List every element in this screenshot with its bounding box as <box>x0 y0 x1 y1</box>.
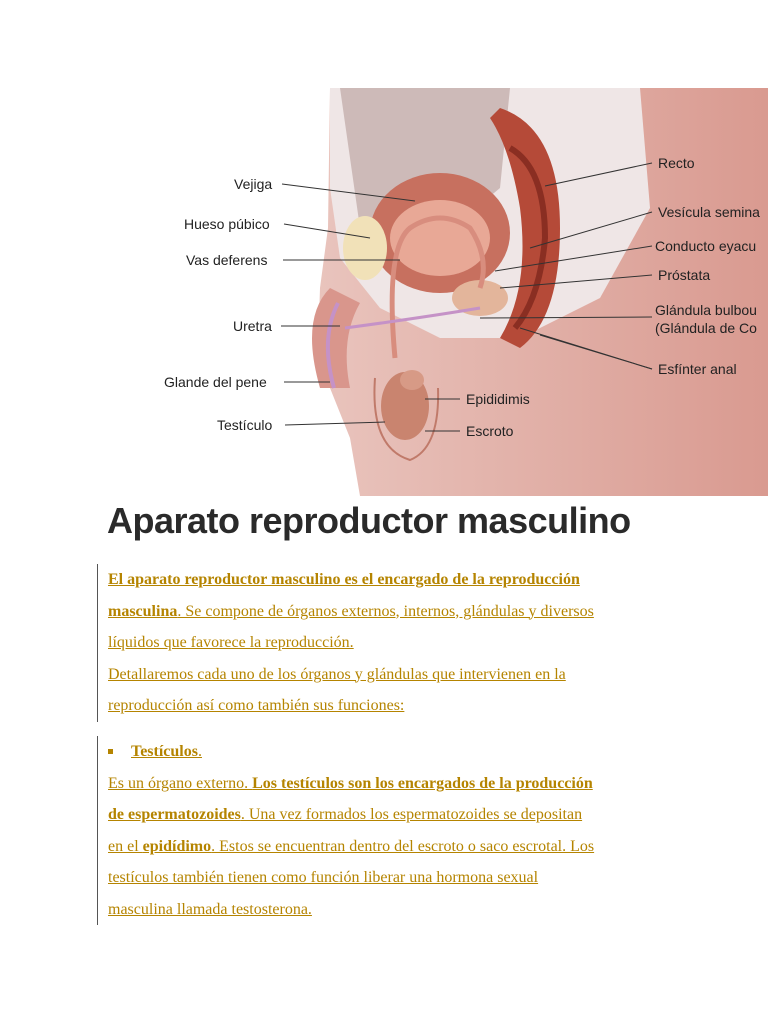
p3-text-a: en el <box>108 837 143 855</box>
intro-line-3[interactable]: líquidos que favorece la reproducción. <box>108 634 354 651</box>
label-glande: Glande del pene <box>164 374 267 390</box>
label-glandula-cowper: (Glándula de Co <box>655 320 757 336</box>
intro-line-1[interactable] <box>108 564 594 596</box>
intro-text: . Se compone de órganos externos, internos, glándulas y diversos <box>177 602 594 620</box>
heading-text: Testículos <box>131 743 198 760</box>
section-line-3[interactable] <box>108 831 594 863</box>
label-uretra: Uretra <box>233 318 272 334</box>
label-vesicula: Vesícula semina <box>658 204 760 220</box>
p1-bold: Los testículos son los encargados de la producción <box>252 774 593 792</box>
label-conducto: Conducto eyacu <box>655 238 757 254</box>
label-glandula-bulbo: Glándula bulbou <box>655 302 757 318</box>
intro-bold-text: El aparato reproductor masculino es el encargado de la reproducción <box>108 571 580 588</box>
section-line-5[interactable]: masculina llamada testosterona. <box>108 900 312 918</box>
label-prostata: Próstata <box>658 267 711 283</box>
label-hueso-pubico: Hueso púbico <box>184 216 270 232</box>
section-heading[interactable] <box>108 736 594 768</box>
intro-line-2[interactable] <box>108 596 594 628</box>
label-recto: Recto <box>658 155 695 171</box>
p1-text: Es un órgano externo. <box>108 774 253 792</box>
p2-text: . Una vez formados los espermatozoides se depositan <box>240 806 583 823</box>
bullet-icon <box>108 749 113 754</box>
anatomy-figure <box>0 88 768 496</box>
intro-line-5[interactable]: reproducción así como también sus funciones: <box>108 697 405 714</box>
label-esfinter: Esfínter anal <box>658 361 737 377</box>
label-testiculo: Testículo <box>217 417 273 433</box>
label-escroto: Escroto <box>466 423 514 439</box>
label-vejiga: Vejiga <box>234 176 273 192</box>
p2-bold: de espermatozoides <box>108 806 241 823</box>
anatomy-illustration <box>0 88 768 496</box>
section-line-1[interactable] <box>108 768 594 800</box>
section-line-2[interactable] <box>108 799 594 831</box>
testiculos-block <box>97 736 594 925</box>
intro-line-4[interactable]: Detallaremos cada uno de los órganos y glándulas que intervienen en la <box>108 665 566 683</box>
p3-text-c: . Estos se encuentran dentro del escroto o saco escrotal. Los <box>211 837 595 855</box>
p3-bold: epidídimo <box>142 837 212 855</box>
section-line-4[interactable]: testículos también tienen como función liberar una hormona sexual <box>108 869 539 886</box>
label-epididimis: Epididimis <box>466 391 530 407</box>
intro-block <box>97 564 594 722</box>
page-title: Aparato reproductor masculino <box>107 500 631 541</box>
label-vas-deferens: Vas deferens <box>186 252 268 268</box>
heading-tail: . <box>197 743 202 760</box>
intro-bold-masculina: masculina <box>108 602 178 620</box>
